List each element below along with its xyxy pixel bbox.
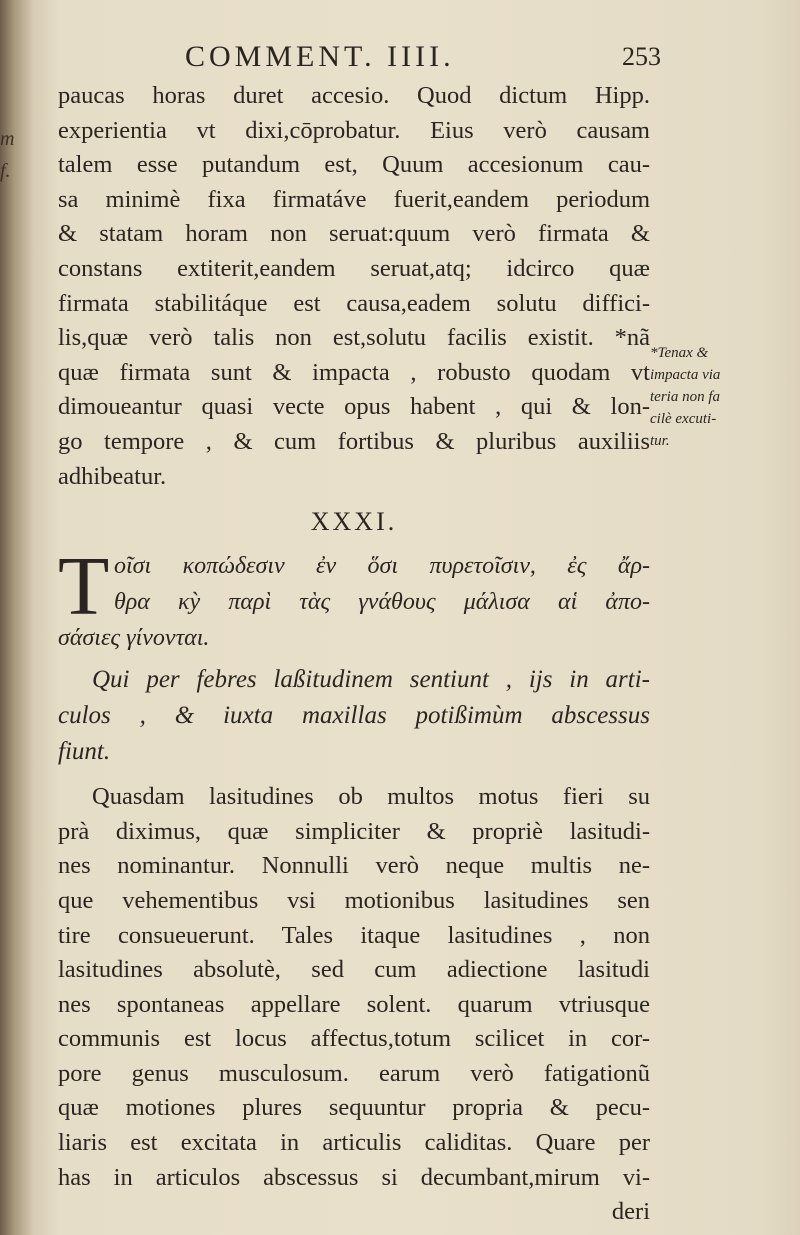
text-line: dimoueantur quasi vecte opus habent , qui & lon- bbox=[58, 393, 650, 421]
text-line: nes spontaneas appellare solent. quarum vtriusque bbox=[58, 990, 650, 1018]
text-line: firmata stabilitáque est causa,eadem solutu diffici- bbox=[58, 289, 650, 317]
text-line: lasitudines absolutè, sed cum adiectione lasitudi bbox=[58, 956, 650, 984]
text-line: Quasdam lasitudines ob multos motus fieri su bbox=[92, 783, 650, 811]
gutter-fragment: f. bbox=[0, 160, 11, 182]
paragraph-1 bbox=[58, 79, 650, 494]
margin-note bbox=[650, 342, 770, 452]
greek-line: θρα κỳ παρὶ τὰς γνάθους μάλισα αἱ ἀπο- bbox=[114, 589, 650, 616]
greek-aphorism bbox=[58, 540, 650, 656]
text-line: experientia vt dixi,cōprobatur. Eius verò causam bbox=[58, 116, 650, 144]
text-block bbox=[58, 79, 650, 1230]
margin-note-line: cilè excuti- bbox=[650, 411, 717, 427]
italic-line: Qui per febres laßitudinem sentiunt , ijs in arti- bbox=[92, 666, 650, 694]
text-line: sa minimè fixa firmatáve fuerit,eandem periodum bbox=[58, 185, 650, 213]
text-line: talem esse putandum est, Quum accesionum cau- bbox=[58, 151, 650, 179]
text-line: liaris est excitata in articulis caliditas. Quare per bbox=[58, 1129, 650, 1157]
text-line: tire consueuerunt. Tales itaque lasitudines , non bbox=[58, 921, 650, 949]
italic-line: fiunt. bbox=[58, 738, 111, 766]
margin-note-line: tur. bbox=[650, 433, 670, 449]
text-line: nes nominantur. Nonnulli verò neque multis ne- bbox=[58, 852, 650, 880]
italic-line: culos , & iuxta maxillas potißimùm abscessus bbox=[58, 702, 650, 730]
text-line: quæ firmata sunt & impacta , robusto quodam vt bbox=[58, 358, 650, 386]
text-line: prà diximus, quæ simpliciter & propriè lasitudi- bbox=[58, 817, 650, 845]
drop-initial: T bbox=[58, 540, 110, 634]
margin-note-line: teria non fa bbox=[650, 389, 720, 405]
text-line: go tempore , & cum fortibus & pluribus auxiliis bbox=[58, 427, 650, 455]
running-title: COMMENT. IIII. bbox=[185, 40, 455, 73]
greek-line: σάσιες γίνονται. bbox=[58, 625, 210, 652]
margin-note-line: impacta via bbox=[650, 367, 721, 383]
text-line: has in articulos abscessus si decumbant,mirum vi- bbox=[58, 1163, 650, 1191]
paragraph-2 bbox=[58, 780, 650, 1230]
page-header bbox=[0, 40, 800, 80]
latin-translation bbox=[58, 662, 650, 770]
text-line: communis est locus affectus,totum scilicet in cor- bbox=[58, 1025, 650, 1053]
greek-line: οῖσι κοπώδεσιν ἐν ὅσι πυρετοῖσιν, ἐς ἄρ- bbox=[114, 553, 650, 580]
page-number: 253 bbox=[622, 42, 661, 71]
margin-note-line: *Tenax & bbox=[650, 345, 709, 361]
text-line: & statam horam non seruat:quum verò firmata & bbox=[58, 220, 650, 248]
text-line: constans extiterit,eandem seruat,atq; idcirco quæ bbox=[58, 254, 650, 282]
text-line: quæ motiones plures sequuntur propria & pecu- bbox=[58, 1094, 650, 1122]
gutter-fragment: m bbox=[0, 128, 15, 150]
text-line: adhibeatur. bbox=[58, 462, 167, 490]
catchword: deri bbox=[611, 1198, 650, 1226]
text-line: paucas horas duret accesio. Quod dictum Hipp. bbox=[58, 82, 650, 109]
section-heading: XXXI. bbox=[310, 507, 398, 537]
text-line: lis,quæ verò talis non est,solutu facilis existit. *nã bbox=[58, 324, 650, 352]
text-line: que vehementibus vsi motionibus lasitudines sen bbox=[58, 886, 650, 914]
text-line: pore genus musculosum. earum verò fatigationũ bbox=[58, 1059, 650, 1087]
